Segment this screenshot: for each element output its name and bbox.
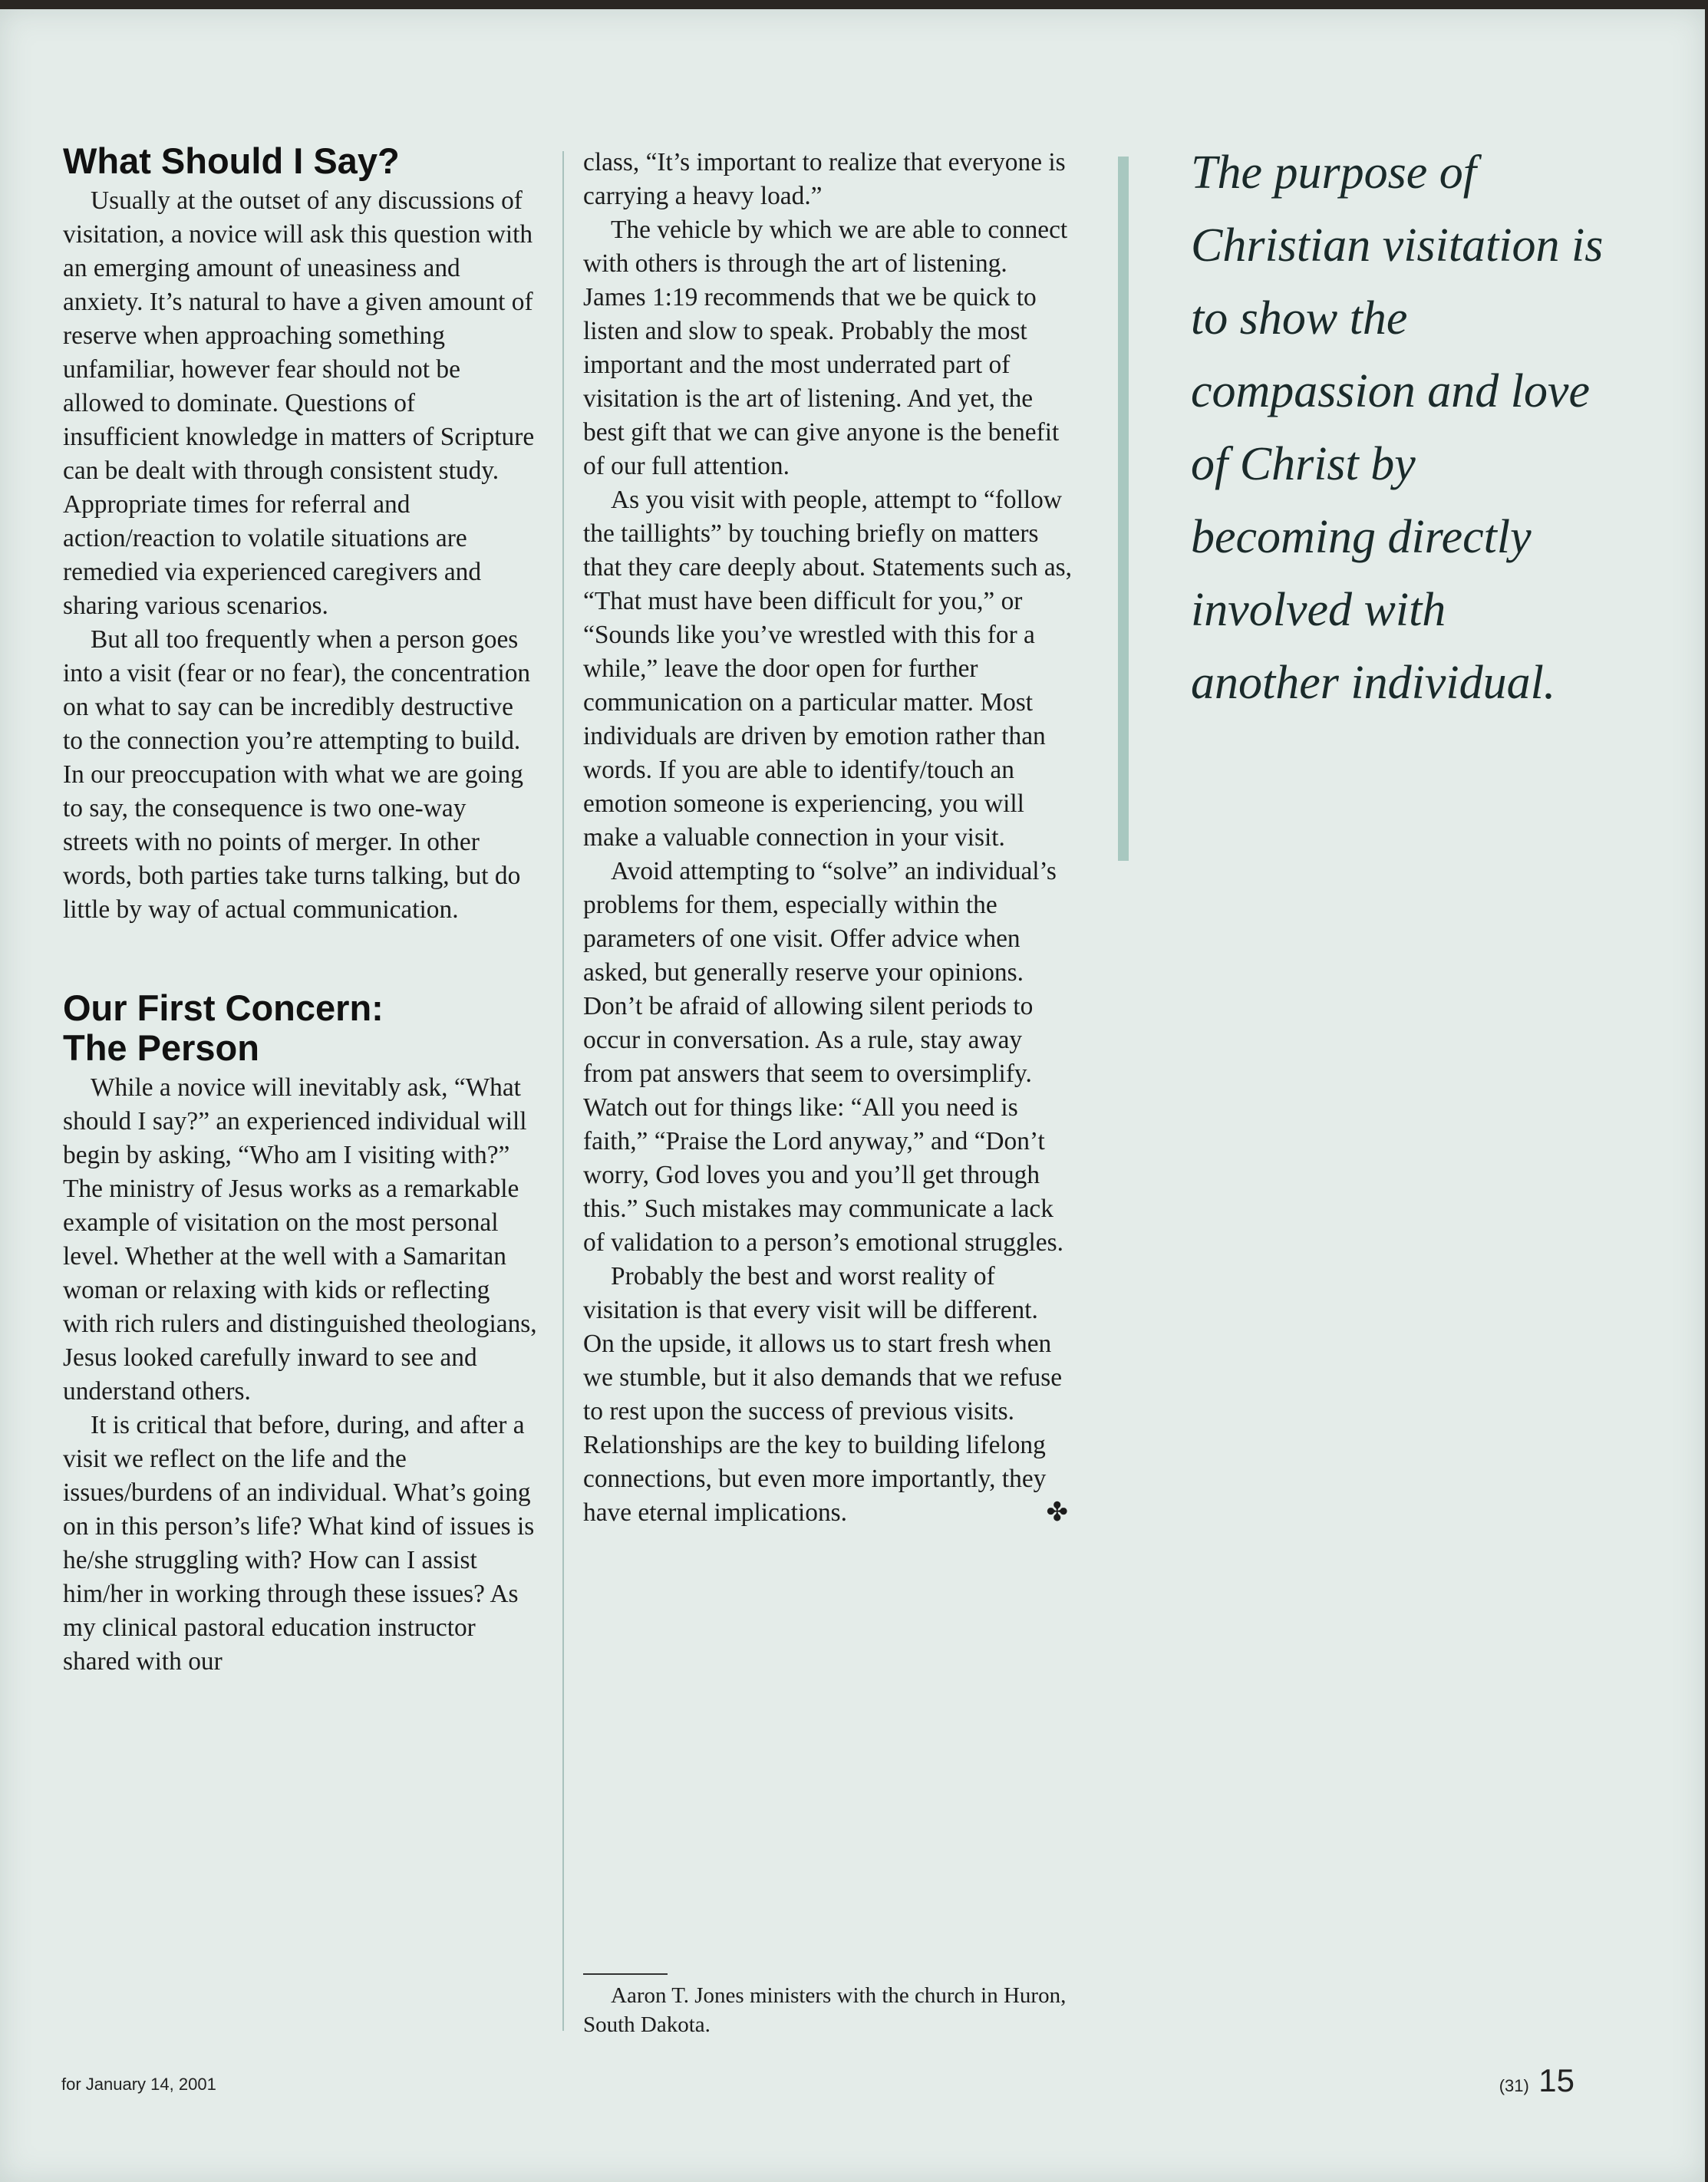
heading-our-first-concern: [63, 988, 537, 1068]
paragraph: As you visit with people, attempt to “follow the taillights” by touching briefly on matters that they care deeply about. Statements such as, “That must have been difficult for you,” or “Sounds like you’ve wrestled with this for a while,” leave the door open for further communication on a particular matter. Most individuals are driven by emotion rather than words. If you are able to identify/touch an emotion someone is experiencing, you will make a valuable connection in your visit.: [583, 486, 1072, 852]
pullquote-accent-bar: [1118, 157, 1129, 861]
middle-column: [583, 146, 1074, 1530]
column-divider: [562, 151, 564, 2031]
paragraph: While a novice will inevitably ask, “What should I say?” an experienced individual will begin by asking, “Who am I visiting with?” The ministry of Jesus works as a remarkable example of visitation on the most personal level. Whether at the well with a Samaritan woman or relaxing with kids or reflecting with rich rulers and distinguished theologians, Jesus looked carefully inward to see and understand others.: [63, 1073, 537, 1406]
heading-line: Our First Concern:: [63, 987, 384, 1028]
magazine-page: [0, 9, 1705, 2182]
author-bio: Aaron T. Jones ministers with the church in Huron, South Dakota.: [583, 1983, 1067, 2037]
paragraph-final: [583, 1260, 1074, 1530]
issue-date: for January 14, 2001: [61, 2075, 216, 2094]
page-folio: [1499, 2062, 1574, 2099]
paragraph: class, “It’s important to realize that everyone is carrying a heavy load.”: [583, 148, 1066, 210]
heading-what-should-i-say: What Should I Say?: [63, 140, 400, 181]
pull-quote: The purpose of Christian visitation is to show the compassion and love of Christ by becoming directly involved with another individual.: [1191, 147, 1604, 709]
paragraph: Avoid attempting to “solve” an individual’s problems for them, especially within the parameters of one visit. Offer advice when asked, but generally reserve your opinions. Don’t be afraid of allowing silent periods to occur in conversation. As a rule, stay away from pat answers that seem to oversimplify. Watch out for things like: “All you need is faith,” “Praise the Lord anyway,” and “Don’t worry, God loves you and you’ll get through this.” Such mistakes may communicate a lack of validation to a person’s emotional struggles.: [583, 857, 1063, 1257]
heading-line: The Person: [63, 1027, 259, 1068]
end-of-article-mark-icon: ✤: [1046, 1498, 1068, 1527]
page-number: 15: [1538, 2062, 1574, 2098]
paragraph-text: Probably the best and worst reality of visitation is that every visit will be different. On the upside, it allows us to start fresh when we stumble, but it also demands that we refuse to rest upon the success of previous visits. Relationships are the key to building lifelong connections, but even more importantly, they have eternal implications.: [583, 1262, 1063, 1527]
paragraph: Usually at the outset of any discussions of visitation, a novice will ask this question with an emerging amount of uneasiness and anxiety. It’s natural to have a given amount of reserve when approaching something unfamiliar, however fear should not be allowed to dominate. Questions of insufficient knowledge in matters of Scripture can be dealt with through consistent study. Appropriate times for referral and action/reaction to volatile situations are remedied via experienced caregivers and sharing various scenarios.: [63, 186, 535, 620]
paragraph: But all too frequently when a person goes into a visit (fear or no fear), the concentration on what to say can be incredibly destructive to the connection you’re attempting to build. In our preoccupation with what we are going to say, the consequence is two one-way streets with no points of merger. In other words, both parties take turns talking, but do little by way of actual communication.: [63, 625, 531, 924]
bio-divider: [583, 1973, 668, 1975]
left-column: [63, 141, 537, 1679]
paragraph: It is critical that before, during, and after a visit we reflect on the life and the issues/burdens of an individual. What’s going on in this person’s life? What kind of issues is he/she struggling with? How can I assist him/her in working through these issues? As my clinical pastoral education instructor shared with our: [63, 1411, 535, 1676]
journal-page-number: (31): [1499, 2076, 1529, 2095]
paragraph: The vehicle by which we are able to connect with others is through the art of listening. James 1:19 recommends that we be quick to listen and slow to speak. Probably the most important and the most underrated part of visitation is the art of listening. And yet, the best gift that we can give anyone is the benefit of our full attention.: [583, 216, 1068, 480]
